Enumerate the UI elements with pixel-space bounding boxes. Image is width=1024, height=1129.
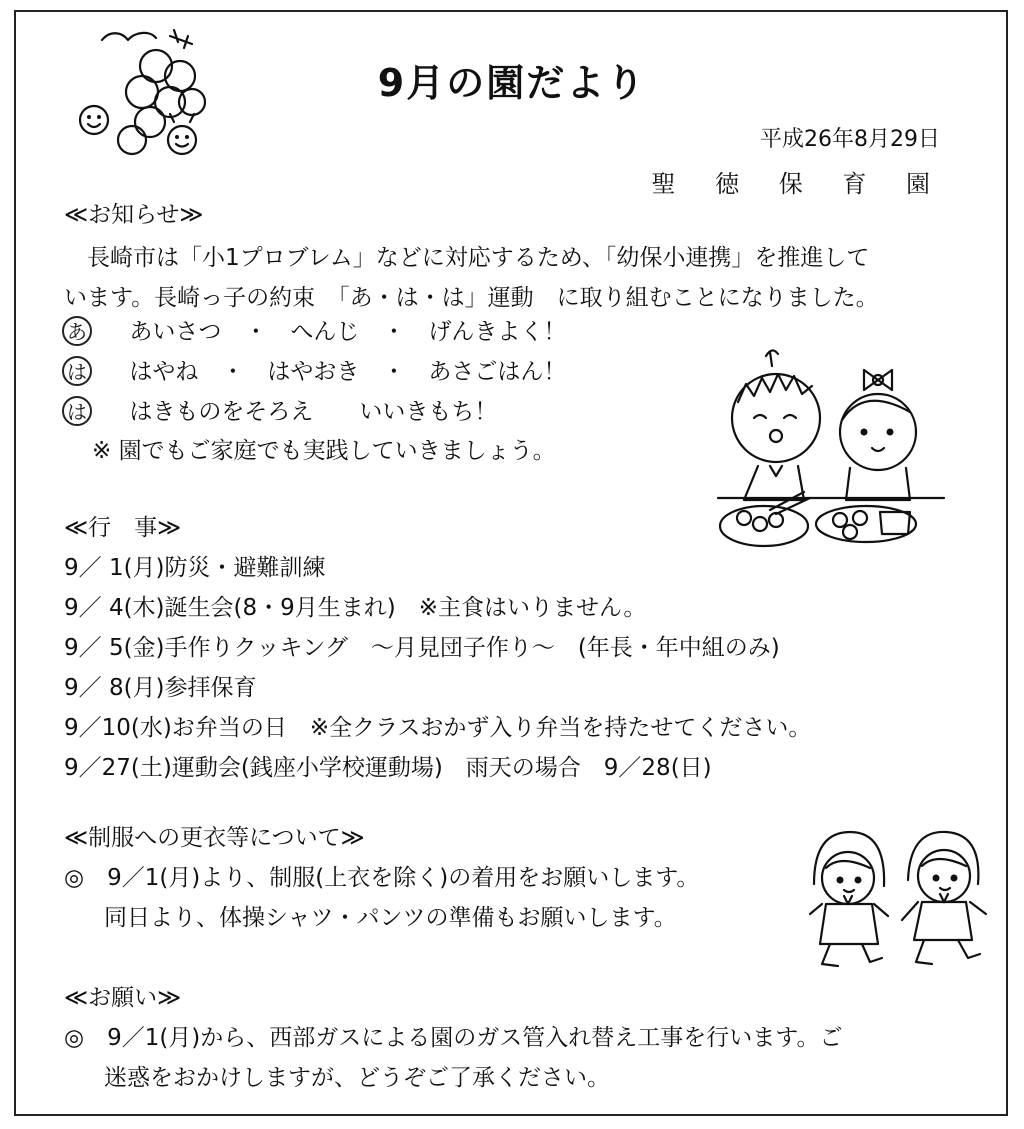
children-making-dango-icon (714, 340, 946, 560)
promise-text: あいさつ ・ へんじ ・ げんきよく！ (129, 319, 567, 345)
event-row: 9／27(土)運動会(銭座小学校運動場) 雨天の場合 9／28(日) (64, 755, 712, 781)
uniform-heading: ≪制服への更衣等について≫ (64, 825, 365, 851)
promise-item (62, 356, 566, 387)
promise-mark: は (62, 356, 92, 386)
promise-text: はきものをそろえ いいきもち！ (129, 399, 498, 425)
notice-paragraph-line-1: 長崎市は「小1プロブレム」などに対応するため、「幼保小連携」を推進して (64, 245, 870, 271)
issue-date: 平成26年8月29日 (760, 127, 940, 152)
promise-item (62, 316, 566, 347)
uniform-line-1: ◎ 9／1(月)より、制服(上衣を除く)の着用をお願いします。 (64, 865, 700, 891)
notice-note: ※ 園でもご家庭でも実践していきましょう。 (92, 438, 556, 464)
request-heading: ≪お願い≫ (64, 985, 182, 1011)
promise-text: はやね ・ はやおき ・ あさごはん！ (129, 359, 567, 385)
event-row: 9／ 5(金)手作りクッキング ～月見団子作り～ (年長・年中組のみ) (64, 635, 780, 661)
organization-name: 聖 徳 保 育 園 (651, 170, 946, 198)
children-in-hoods-icon (800, 824, 990, 974)
request-line-1: ◎ 9／1(月)から、西部ガスによる園のガス管入れ替え工事を行います。ご (64, 1025, 843, 1051)
notice-paragraph-line-2: います。長崎っ子の約束 「あ・は・は」運動 に取り組むことになりました。 (64, 285, 879, 311)
event-row: 9／ 8(月)参拝保育 (64, 675, 257, 701)
promise-mark: あ (62, 316, 92, 346)
notice-heading: ≪お知らせ≫ (64, 202, 204, 228)
promise-item (62, 396, 497, 427)
promise-mark: は (62, 396, 92, 426)
request-line-2: 迷惑をおかけしますが、どうぞご了承ください。 (104, 1065, 610, 1091)
event-row: 9／10(水)お弁当の日 ※全クラスおかず入り弁当を持たせてください。 (64, 715, 812, 741)
events-heading: ≪行 事≫ (64, 515, 182, 541)
uniform-line-2: 同日より、体操シャツ・パンツの準備もお願いします。 (104, 905, 677, 931)
event-row: 9／ 4(木)誕生会(8・9月生まれ) ※主食はいりません。 (64, 595, 647, 621)
event-row: 9／ 1(月)防災・避難訓練 (64, 555, 326, 581)
page-title: 9月の園だより (377, 61, 647, 105)
